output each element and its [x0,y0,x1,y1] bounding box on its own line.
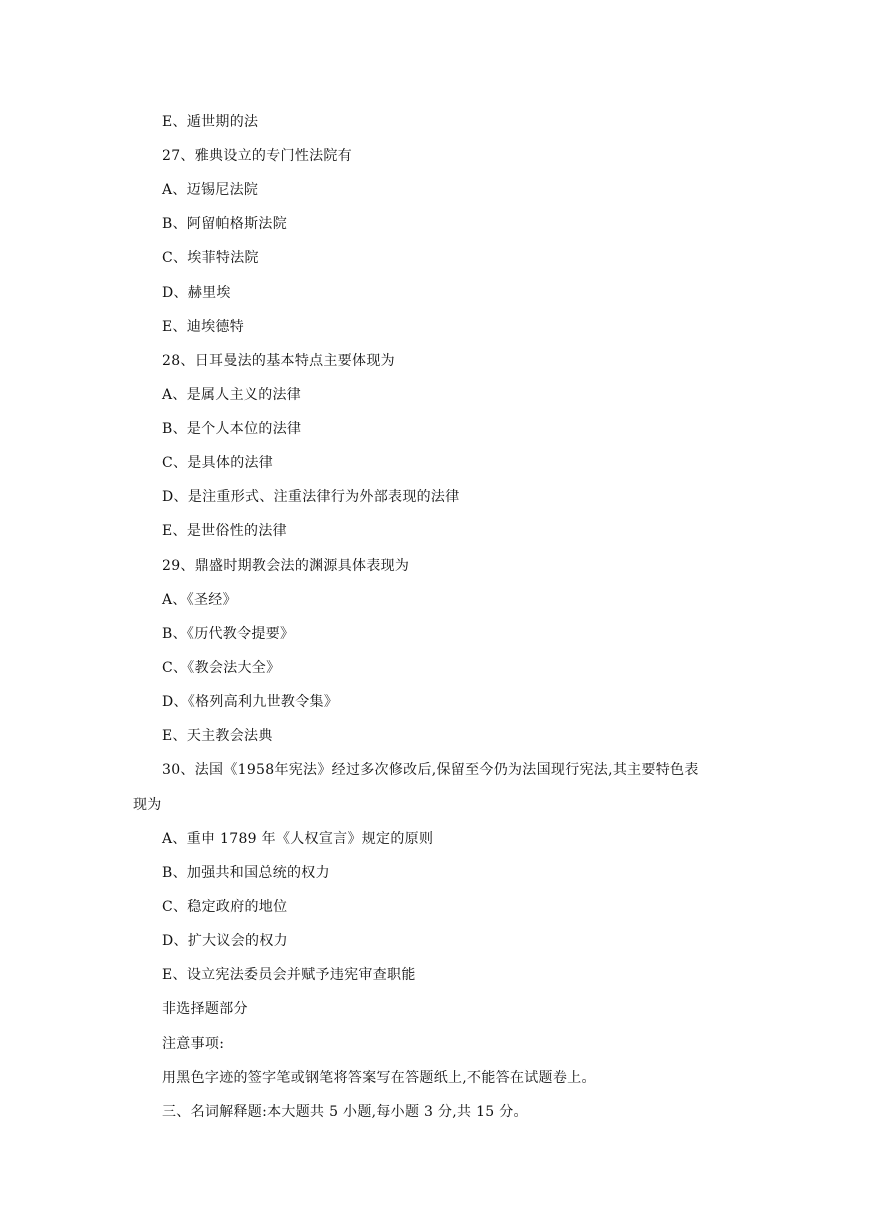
question-27: 27、雅典设立的专门性法院有 [162,148,353,164]
option-c-q29: C、《教会法大全》 [162,660,281,676]
option-d-q27: D、赫里埃 [162,285,231,301]
option-c-q28: C、是具体的法律 [162,455,274,471]
option-d-q30: D、扩大议会的权力 [162,933,288,949]
notice-text: 用黑色字迹的签字笔或钢笔将答案写在答题纸上,不能答在试题卷上。 [162,1070,596,1086]
option-b-q27: B、阿留帕格斯法院 [162,216,287,232]
notice-heading: 注意事项: [162,1036,225,1052]
option-a-q29: A、《圣经》 [162,592,237,608]
option-b-q29: B、《历代教令提要》 [162,626,295,642]
option-a-q28: A、是属人主义的法律 [162,387,302,403]
option-c-q27: C、埃菲特法院 [162,250,259,266]
option-a-q30: A、重申 1789 年《人权宣言》规定的原则 [162,831,434,847]
option-a-q27: A、迈锡尼法院 [162,182,259,198]
option-d-q28: D、是注重形式、注重法律行为外部表现的法律 [162,489,460,505]
option-d-q29: D、《格列高利九世教令集》 [162,694,339,710]
section-heading-non-choice: 非选择题部分 [162,1001,248,1017]
option-e-q26: E、遁世期的法 [162,114,259,130]
option-e-q29: E、天主教会法典 [162,728,273,744]
option-b-q30: B、加强共和国总统的权力 [162,865,330,881]
question-30: 30、法国《1958年宪法》经过多次修改后,保留至今仍为法国现行宪法,其主要特色表 [162,762,699,778]
question-30-continued: 现为 [133,797,162,813]
option-e-q27: E、迪埃德特 [162,319,245,335]
option-e-q28: E、是世俗性的法律 [162,523,287,539]
option-c-q30: C、稳定政府的地位 [162,899,288,915]
section-three-heading: 三、名词解释题:本大题共 5 小题,每小题 3 分,共 15 分。 [162,1104,528,1120]
question-29: 29、鼎盛时期教会法的渊源具体表现为 [162,558,410,574]
question-28: 28、日耳曼法的基本特点主要体现为 [162,353,395,369]
option-b-q28: B、是个人本位的法律 [162,421,302,437]
option-e-q30: E、设立宪法委员会并赋予违宪审查职能 [162,967,416,983]
